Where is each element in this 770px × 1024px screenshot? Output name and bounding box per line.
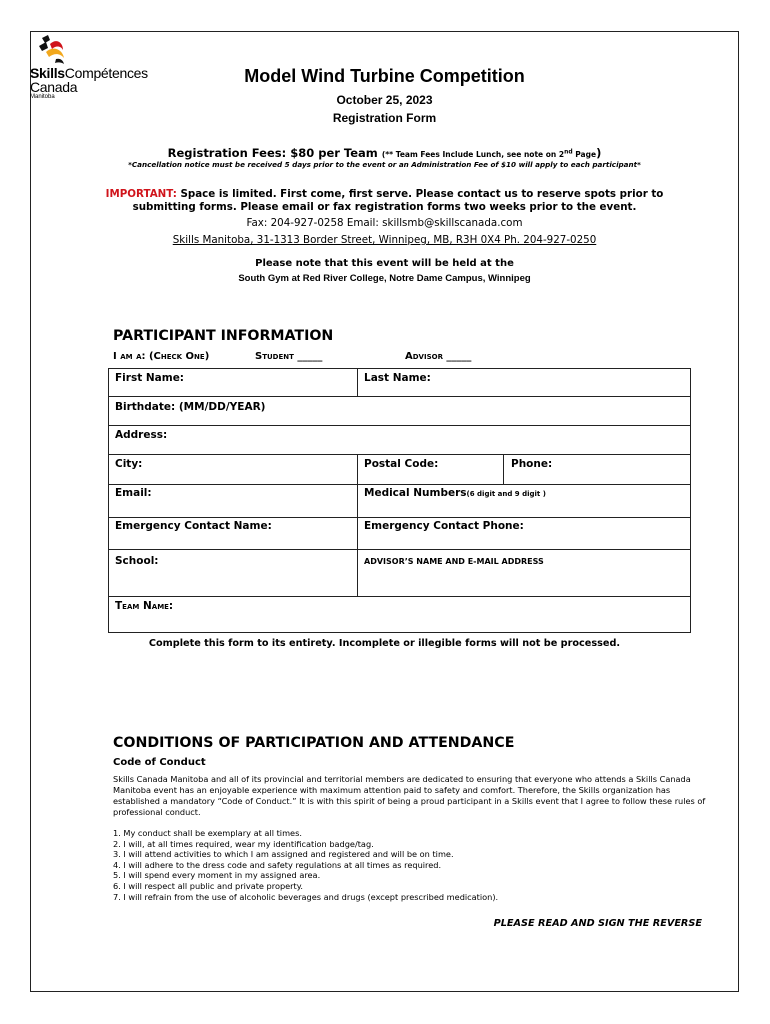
cancellation-notice: *Cancellation notice must be received 5 days prior to the event or an Administration Fee of $10 will apply to each participant* [128,160,641,169]
list-item: 3. I will attend activities to which I am assigned and registered and will be on time. [113,849,454,860]
email-field[interactable]: Email: [115,487,152,499]
list-item: 6. I will respect all public and private property. [113,880,304,891]
student-checkbox[interactable]: Student _____ [255,351,323,362]
school-field[interactable]: School: [115,555,159,567]
iam-label: I am a: (Check One) [113,351,210,362]
conduct-rules-list [113,828,713,902]
conditions-heading: CONDITIONS OF PARTICIPATION AND ATTENDANCE [113,735,515,751]
advisor-checkbox[interactable]: Advisor _____ [405,351,472,362]
logo-wordmark: SkillsCompétences Canada [30,65,148,95]
venue-location: South Gym at Red River College, Notre Dame Campus, Winnipeg [238,273,531,284]
team-name-field[interactable]: Team Name: [115,600,174,612]
birthdate-field[interactable]: Birthdate: (MM/DD/YEAR) [115,401,266,413]
mailing-address: Skills Manitoba, 31-1313 Border Street, Winnipeg, MB, R3H 0X4 Ph. 204-927-0250 [172,234,597,246]
list-item: 2. I will, at all times required, wear my identification badge/tag. [113,838,374,849]
emergency-contact-phone-field[interactable]: Emergency Contact Phone: [364,520,524,532]
list-item: 1. My conduct shall be exemplary at all times. [113,828,302,838]
list-item: 7. I will refrain from the use of alcoholic beverages and drugs (except prescribed medication). [113,891,499,902]
last-name-field[interactable]: Last Name: [364,372,431,384]
contact-info: Fax: 204-927-0258 Email: skillsmb@skillscanada.com [246,217,523,229]
city-field[interactable]: City: [115,458,143,470]
first-name-field[interactable]: First Name: [115,372,185,384]
form-name: Registration Form [332,111,437,125]
code-of-conduct-heading: Code of Conduct [113,757,206,768]
important-line-1: IMPORTANT: Space is limited. First come, first serve. Please contact us to reserve spots prior to [105,188,664,200]
advisor-contact-field[interactable]: ADVISOR’S NAME AND E-MAIL ADDRESS [364,557,544,566]
code-of-conduct-paragraph: Skills Canada Manitoba and all of its provincial and territorial members are dedicated to ensuring that everyone who attends a Skills Canada Manitoba event has an enjoyable experience with maximum attention paid to safety and comfort. Therefore, the Skills organization has established a mandatory “Code of Conduct.” It is with this spirit of being a proud participant in a Skills event that I agree to follow these rules of professional conduct. [113,774,706,817]
participant-heading: PARTICIPANT INFORMATION [113,328,334,344]
sign-reverse-note: PLEASE READ AND SIGN THE REVERSE [493,918,702,929]
list-item: 5. I will spend every moment in my assigned area. [113,870,321,881]
completion-note: Complete this form to its entirety. Incomplete or illegible forms will not be processed. [148,638,621,649]
emergency-contact-name-field[interactable]: Emergency Contact Name: [115,520,272,532]
logo-region: Manitoba [30,94,55,100]
event-date: October 25, 2023 [336,93,433,107]
list-item: 4. I will adhere to the dress code and safety regulations at all times as required. [113,859,442,870]
postal-code-field[interactable]: Postal Code: [364,458,439,470]
skills-swoosh-icon [36,34,66,66]
phone-field[interactable]: Phone: [511,458,553,470]
address-field[interactable]: Address: [115,429,168,441]
medical-numbers-field[interactable]: Medical Numbers(6 digit and 9 digit ) [364,487,546,499]
venue-note: Please note that this event will be held at the [255,258,514,269]
important-line-2: submitting forms. Please email or fax registration forms two weeks prior to the event. [132,201,637,213]
page-title: Model Wind Turbine Competition [244,66,525,86]
registration-fees: Registration Fees: $80 per Team (** Team Fees Include Lunch, see note on 2nd Page) [167,146,602,160]
participant-form-grid [108,368,691,633]
